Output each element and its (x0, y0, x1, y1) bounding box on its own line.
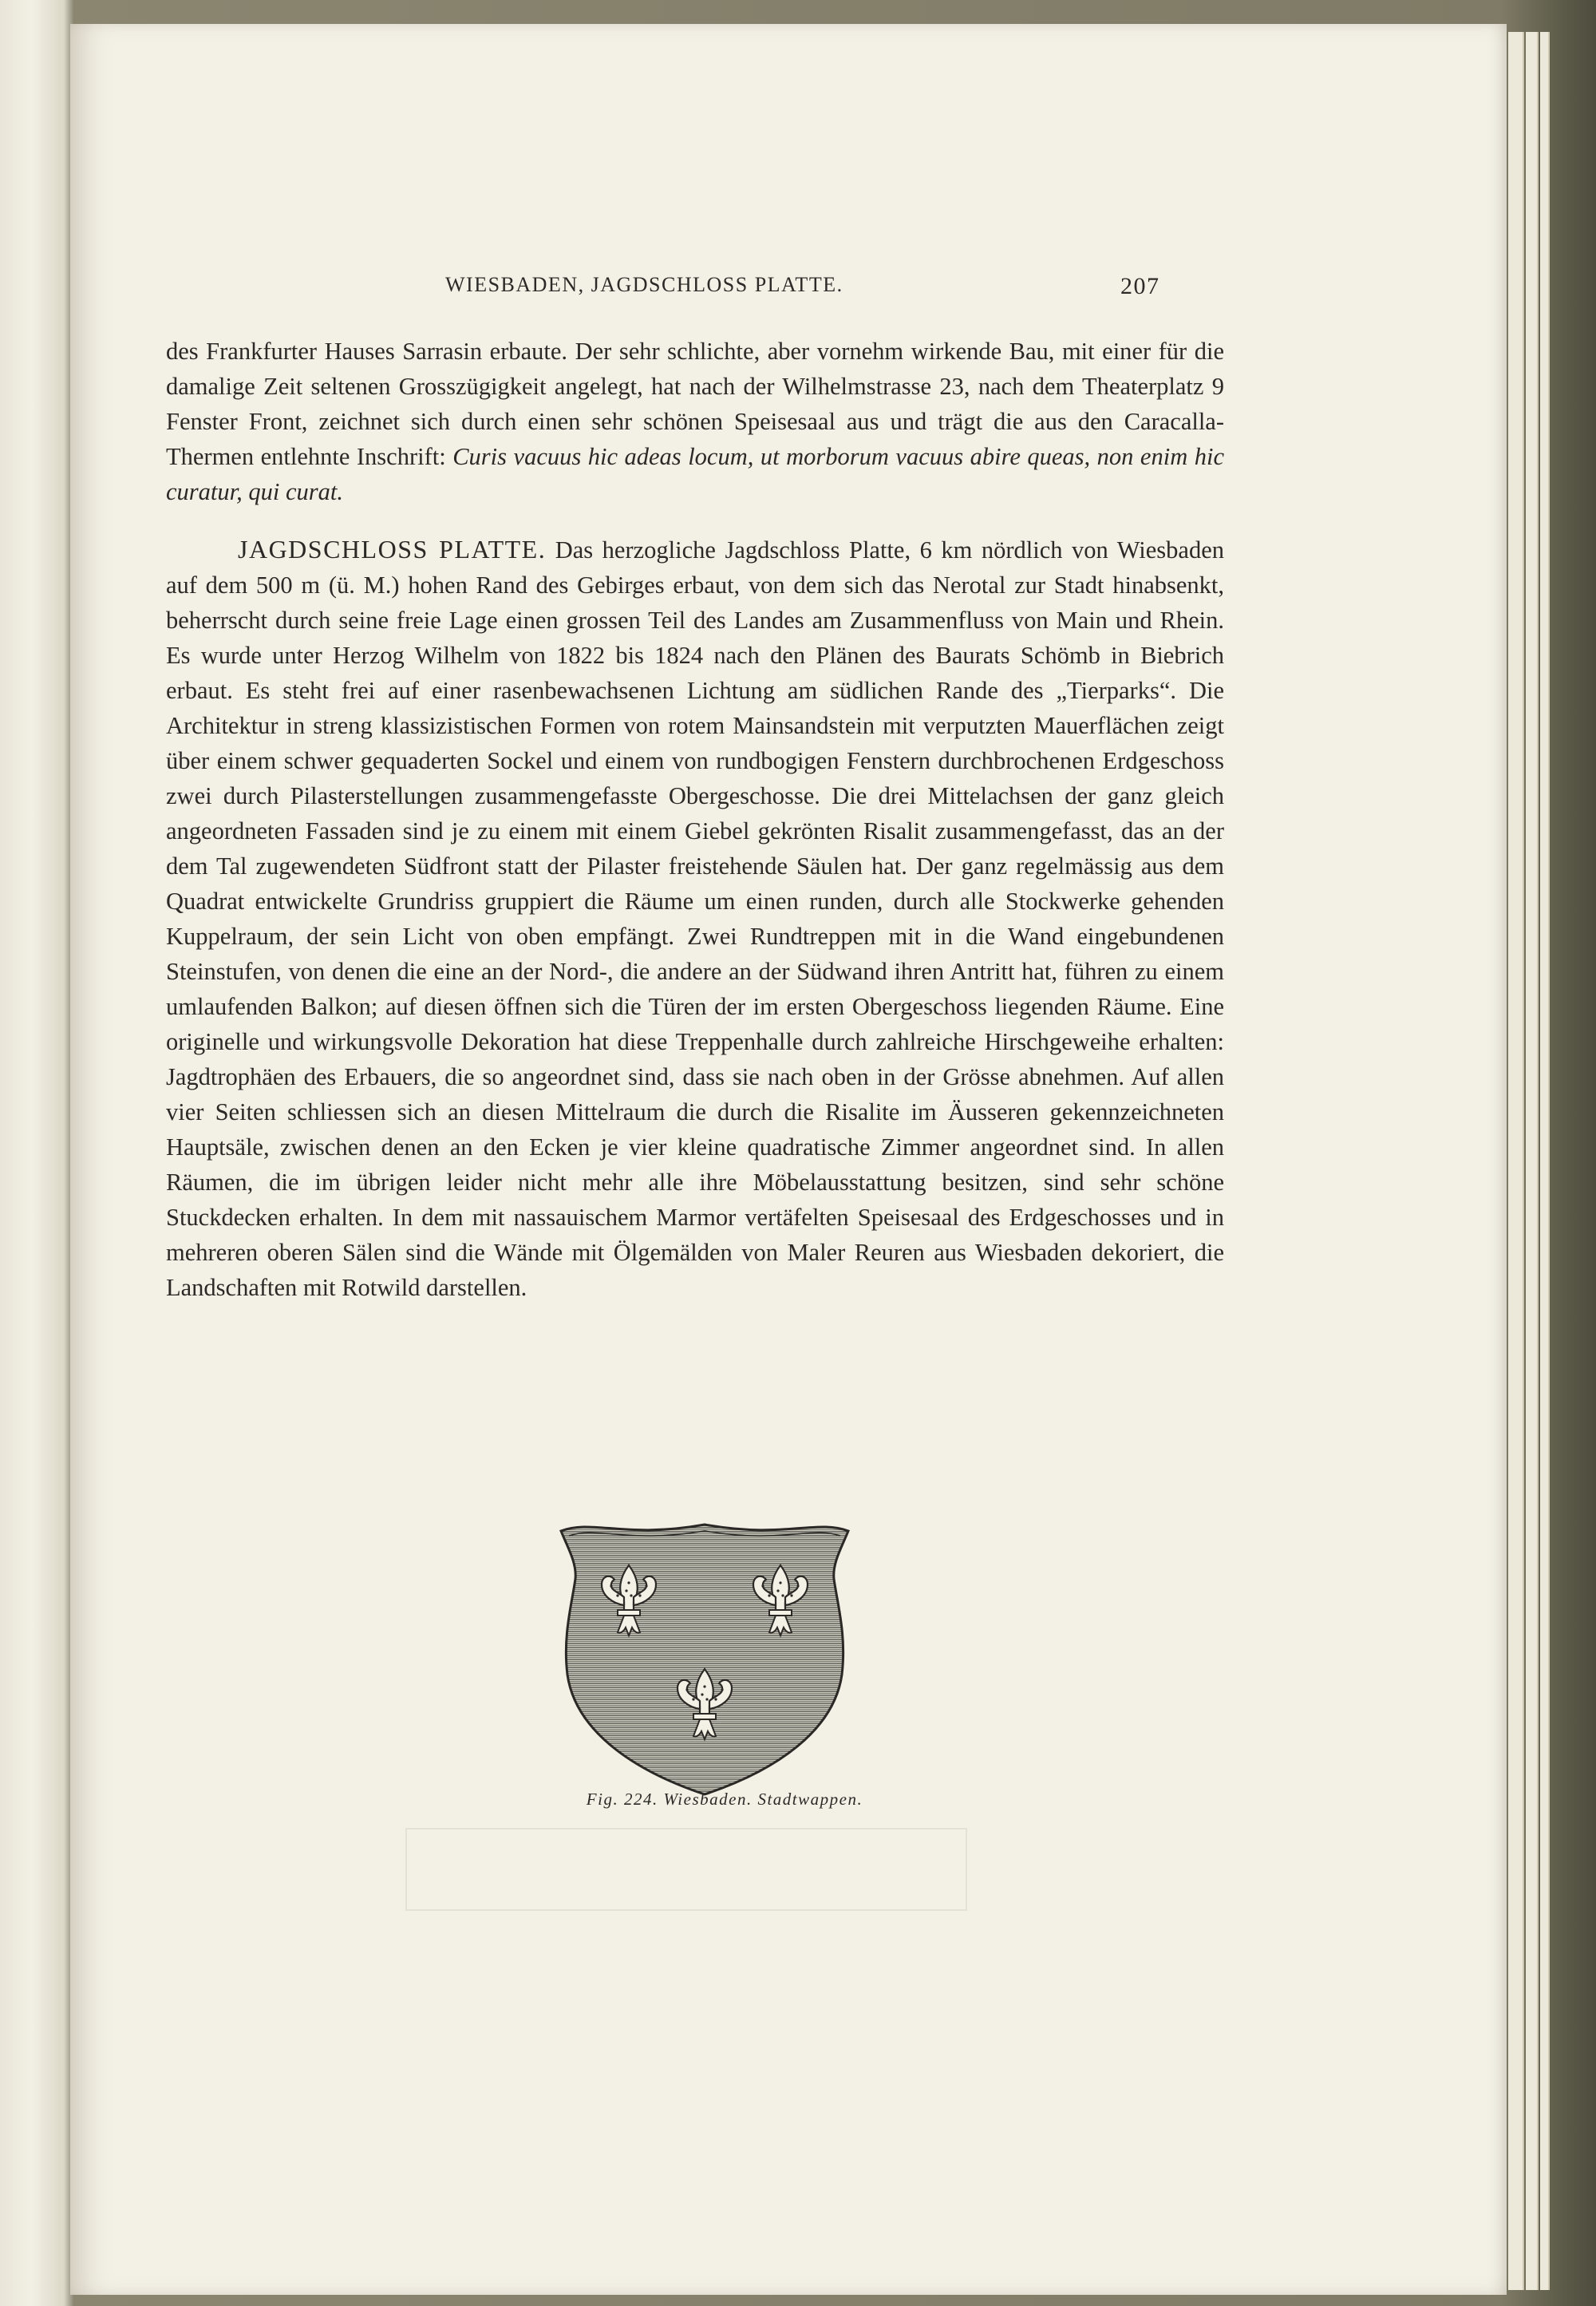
page-edge-stack (1508, 32, 1524, 2290)
page-edge-stack (1540, 32, 1550, 2290)
paragraph (166, 334, 1224, 509)
coat-of-arms-figure (545, 1515, 864, 1802)
page-number: 207 (1120, 273, 1160, 299)
bleed-through-box (405, 1828, 967, 1911)
facing-page-edge (0, 0, 73, 2306)
section-heading: JAGDSCHLOSS PLATTE. (238, 535, 547, 564)
paragraph (166, 532, 1224, 1305)
page-edge-stack (1526, 32, 1539, 2290)
latin-inscription: Curis vacuus hic adeas locum, ut morborum vacuus abire queas, non enim hic curatur, qui curat. (166, 443, 1224, 505)
book-page (70, 24, 1507, 2295)
paragraph-text: Das herzogliche Jagdschloss Platte, 6 km nördlich von Wiesbaden auf dem 500 m (ü. M.) hohen Rand des Gebirges erbaut, von dem sich das Nerotal zur Stadt hinabsenkt, beherrscht durch seine freie Lage einen grossen Teil des Landes am Zusammenfluss von Main und Rhein. Es wurde unter Herzog Wilhelm von 1822 bis 1824 nach den Plänen des Baurats Schömb in Biebrich erbaut. Es steht frei auf einer rasenbewachsenen Lichtung am südlichen Rande des „Tierparks“. Die Architektur in streng klassizistischen Formen von rotem Mainsandstein mit verputzten Mauerflächen zeigt über einem schwer gequaderten Sockel und einem von rundbogigen Fenstern durchbrochenen Erdgeschoss zwei durch Pilasterstellungen zusammengefasste Obergeschosse. Die drei Mittelachsen der ganz gleich angeordneten Fassaden sind je zu einem mit einem Giebel gekrönten Risalit zusammengefasst, das an der dem Tal zugewendeten Südfront statt der Pilaster freistehende Säulen hat. Der ganz regelmässig aus dem Quadrat entwickelte Grundriss gruppiert die Räume um einen runden, durch alle Stockwerke gehenden Kuppelraum, der sein Licht von oben empfängt. Zwei Rundtreppen mit in die Wand eingebundenen Steinstufen, von denen die eine an der Nord-, die andere an der Südwand ihren Antritt hat, führen zu einem umlaufenden Balkon; auf diesen öffnen sich die Türen der im ersten Obergeschoss liegenden Räume. Eine originelle und wirkungsvolle Dekoration hat diese Treppenhalle durch zahlreiche Hirschgeweihe erhalten: Jagdtrophäen des Erbauers, die so angeordnet sind, dass sie nach oben in der Grösse abnehmen. Auf allen vier Seiten schliessen sich an diesen Mittelraum die durch die Risalite im Äusseren gekennzeichneten Hauptsäle, zwischen denen an den Ecken je vier kleine quadratische Zimmer angeordnet sind. In allen Räumen, die im übrigen leider nicht mehr alle ihre Möbelausstattung besitzen, sind sehr schöne Stuckdecken erhalten. In dem mit nassauischem Marmor vertäfelten Speisesaal des Erdgeschosses und in mehreren oberen Sälen sind die Wände mit Ölgemälden von Maler Reuren aus Wiesbaden dekoriert, die Landschaften mit Rotwild darstellen. (166, 536, 1224, 1301)
paragraph-text: des Frankfurter Hauses Sarrasin erbaute. Der sehr schlichte, aber vornehm wirkende Bau, mit einer für die damalige Zeit seltenen Grosszügigkeit angelegt, hat nach der Wilhelmstrasse 23, nach dem Theaterplatz 9 Fenster Front, zeichnet sich durch einen sehr schönen Speisesaal aus und trägt die aus den Caracalla-Thermen entlehnte Inschrift: (166, 338, 1224, 470)
body-text (166, 334, 1224, 1305)
shield-outline (561, 1525, 848, 1794)
figure-caption: Fig. 224. Wiesbaden. Stadtwappen. (586, 1790, 863, 1809)
running-title: WIESBADEN, JAGDSCHLOSS PLATTE. (445, 273, 843, 296)
